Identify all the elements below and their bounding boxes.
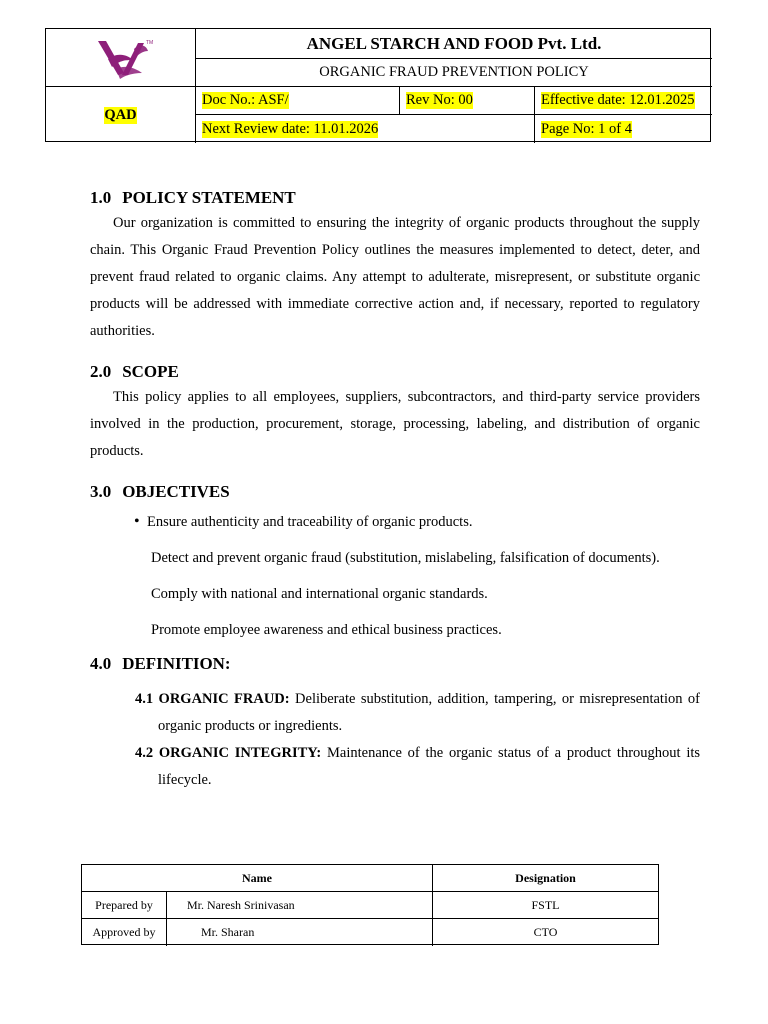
section-title: POLICY STATEMENT	[122, 188, 296, 207]
column-header-designation: Designation	[515, 870, 576, 885]
table-row	[82, 892, 658, 919]
page-no: Page No: 1 of 4	[541, 120, 633, 137]
section-title: SCOPE	[122, 362, 179, 381]
section-number: 4.0	[90, 654, 112, 673]
section-heading-policy-statement	[90, 186, 700, 210]
objective-text: Detect and prevent organic fraud (substitution, mislabeling, falsification of documents).	[151, 550, 660, 566]
section-number: 1.0	[90, 188, 112, 207]
page-no-cell	[535, 115, 712, 143]
section-title: OBJECTIVES	[122, 482, 230, 501]
table-row	[82, 919, 658, 946]
scope-text: This policy applies to all employees, suppliers, subcontractors, and third-party service providers involved in the production, procurement, storage, processing, labeling, and distribution of organic products.	[90, 389, 700, 459]
table-header-row	[82, 865, 658, 892]
company-logo	[46, 29, 196, 87]
section-heading-scope	[90, 360, 700, 384]
signoff-table	[81, 864, 659, 945]
definition-text: Deliberate substitution, addition, tampering, or misrepresentation of organic products or ingredients.	[158, 691, 700, 734]
next-review-date: Next Review date: 11.01.2026	[202, 120, 379, 137]
person-designation: FSTL	[531, 897, 560, 912]
policy-title: ORGANIC FRAUD PREVENTION POLICY	[196, 59, 712, 87]
definition-organic-integrity	[90, 740, 700, 794]
department-cell	[46, 87, 196, 143]
definition-term: 4.2 ORGANIC INTEGRITY:	[135, 745, 322, 761]
logo-trademark: TM	[146, 40, 154, 46]
rev-no-cell	[400, 87, 535, 115]
definition-organic-fraud	[90, 686, 700, 740]
person-name: Mr. Naresh Srinivasan	[167, 892, 433, 918]
objective-text: Comply with national and international organic standards.	[151, 586, 488, 602]
objective-text: Ensure authenticity and traceability of organic products.	[147, 514, 473, 530]
policy-statement-text: Our organization is committed to ensuring the integrity of organic products throughout the supply chain. This Organic Fraud Prevention Policy outlines the measures implemented to detect, deter, and prevent fraud related to organic claims. Any attempt to adulterate, misrepresent, or substitute organic products will be addressed with immediate corrective action and, if necessary, reported to regulatory authorities.	[90, 215, 700, 339]
section-heading-objectives	[90, 480, 700, 504]
definition-term: 4.1 ORGANIC FRAUD:	[135, 691, 290, 707]
list-item	[90, 576, 700, 612]
effective-date-cell	[535, 87, 712, 115]
list-item	[90, 612, 700, 648]
section-title: DEFINITION:	[122, 654, 231, 673]
section-number: 2.0	[90, 362, 112, 381]
definition-text: Maintenance of the organic status of a product throughout its lifecycle.	[158, 745, 701, 788]
section-heading-definition	[90, 652, 700, 676]
company-name: ANGEL STARCH AND FOOD Pvt. Ltd.	[196, 29, 712, 59]
list-item	[90, 504, 700, 540]
row-label: Prepared by	[82, 892, 167, 918]
document-body	[90, 186, 700, 794]
department-label: QAD	[104, 106, 137, 123]
person-name: Mr. Sharan	[167, 919, 433, 946]
rev-no: Rev No: 00	[406, 92, 473, 108]
row-label: Approved by	[82, 919, 167, 946]
objective-text: Promote employee awareness and ethical business practices.	[151, 622, 502, 638]
bullet-icon: •	[134, 513, 140, 530]
next-review-cell	[196, 115, 535, 143]
person-designation: CTO	[533, 925, 558, 939]
document-header	[45, 28, 711, 142]
doc-no-cell	[196, 87, 400, 115]
column-header-name: Name	[82, 865, 433, 891]
doc-no: Doc No.: ASF/	[202, 92, 289, 108]
logo-cell	[46, 29, 196, 87]
list-item	[90, 540, 700, 576]
section-number: 3.0	[90, 482, 112, 501]
objectives-list	[90, 504, 700, 648]
effective-date: Effective date: 12.01.2025	[541, 92, 695, 108]
